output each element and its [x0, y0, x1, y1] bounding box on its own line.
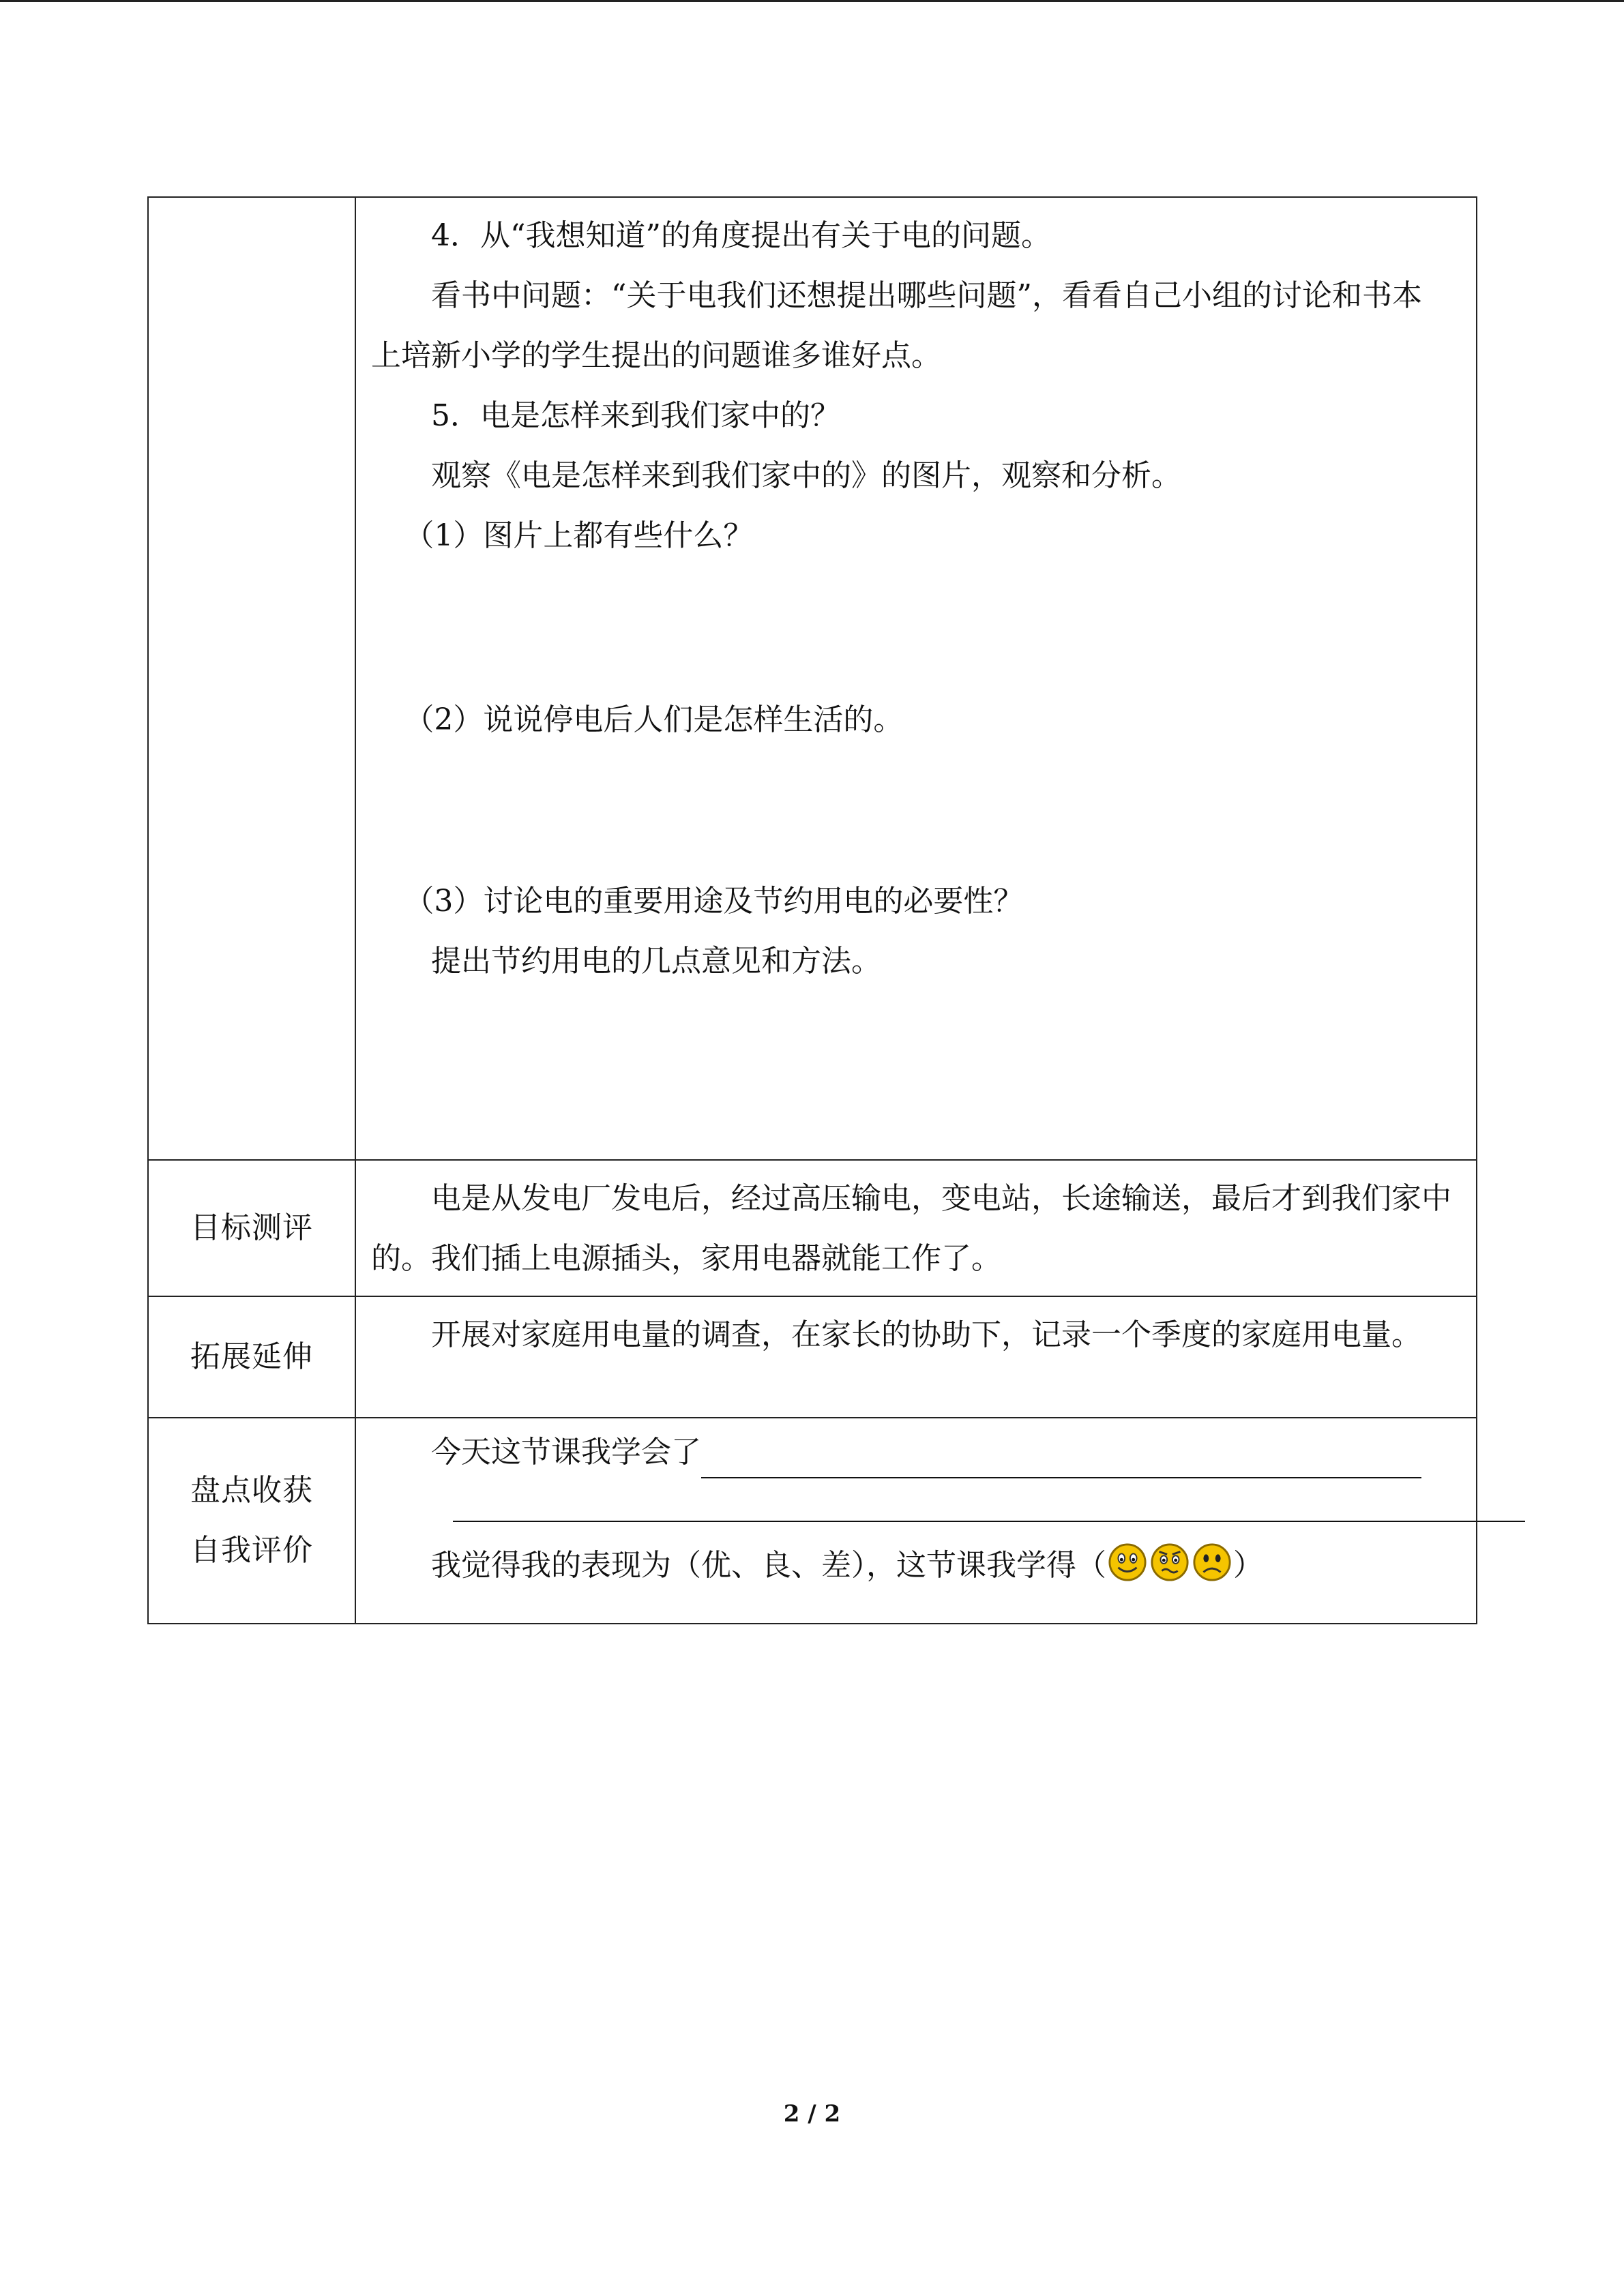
goal-assessment-row: [148, 1160, 1477, 1296]
self-eval-suffix: ）: [1233, 1548, 1263, 1583]
extension-text: 开展对家庭用电量的调查，在家长的协助下，记录一个季度的家庭用电量。: [431, 1317, 1421, 1352]
review-row: [148, 1418, 1477, 1624]
extension-row: [148, 1296, 1477, 1418]
page-number: 2 / 2: [783, 2100, 841, 2128]
question-3-followup: 提出节约用电的几点意见和方法。: [431, 944, 881, 979]
item5-title: 5．电是怎样来到我们家中的？: [431, 398, 840, 433]
learned-blank-1: [701, 1442, 1421, 1478]
content-label-cell: [148, 197, 355, 1160]
sad-face-icon: [1192, 1542, 1232, 1582]
review-content-cell: [355, 1418, 1477, 1624]
extension-label: 拓展延伸: [148, 1296, 355, 1418]
item4-body: 看书中问题：“关于电我们还想提出哪些问题”，看看自己小组的讨论和书本上培新小学的学生提出的问题谁多谁好点。: [371, 278, 1422, 373]
self-eval-line: [371, 1538, 1451, 1593]
learned-line: [371, 1427, 1451, 1478]
content-row: [148, 197, 1477, 1160]
answer-space-3: [371, 992, 1451, 1152]
question-3: （3）讨论电的重要用途及节约用电的必要性？: [404, 884, 1024, 919]
answer-space-2: [371, 750, 1451, 871]
top-border-rule: [0, 0, 1624, 2]
confused-face-icon: [1150, 1542, 1190, 1582]
question-1: （1）图片上都有些什么？: [404, 518, 754, 553]
content-main-cell: [355, 197, 1477, 1160]
lesson-plan-table: [147, 196, 1477, 1624]
item4-title: 4．从“我想知道”的角度提出有关于电的问题。: [431, 218, 1051, 253]
review-label-line2: 自我评价: [190, 1533, 313, 1568]
goal-assessment-label: 目标测评: [148, 1160, 355, 1296]
extension-text-cell: [355, 1296, 1477, 1418]
learned-prefix: 今天这节课我学会了: [431, 1435, 701, 1470]
happy-face-icon: [1108, 1542, 1147, 1582]
learned-blank-2: [453, 1478, 1525, 1522]
goal-assessment-text: 电是从发电厂发电后，经过高压输电，变电站，长途输送，最后才到我们家中的。我们插上电源插头，家用电器就能工作了。: [371, 1181, 1451, 1276]
review-label-cell: [148, 1418, 355, 1624]
item5-body: 观察《电是怎样来到我们家中的》的图片，观察和分析。: [431, 458, 1181, 493]
answer-space-1: [371, 566, 1451, 690]
self-eval-prefix: 我觉得我的表现为（优、良、差），这节课我学得（: [431, 1548, 1106, 1583]
goal-assessment-text-cell: [355, 1160, 1477, 1296]
question-2: （2）说说停电后人们是怎样生活的。: [404, 702, 904, 737]
review-label-line1: 盘点收获: [190, 1473, 313, 1508]
